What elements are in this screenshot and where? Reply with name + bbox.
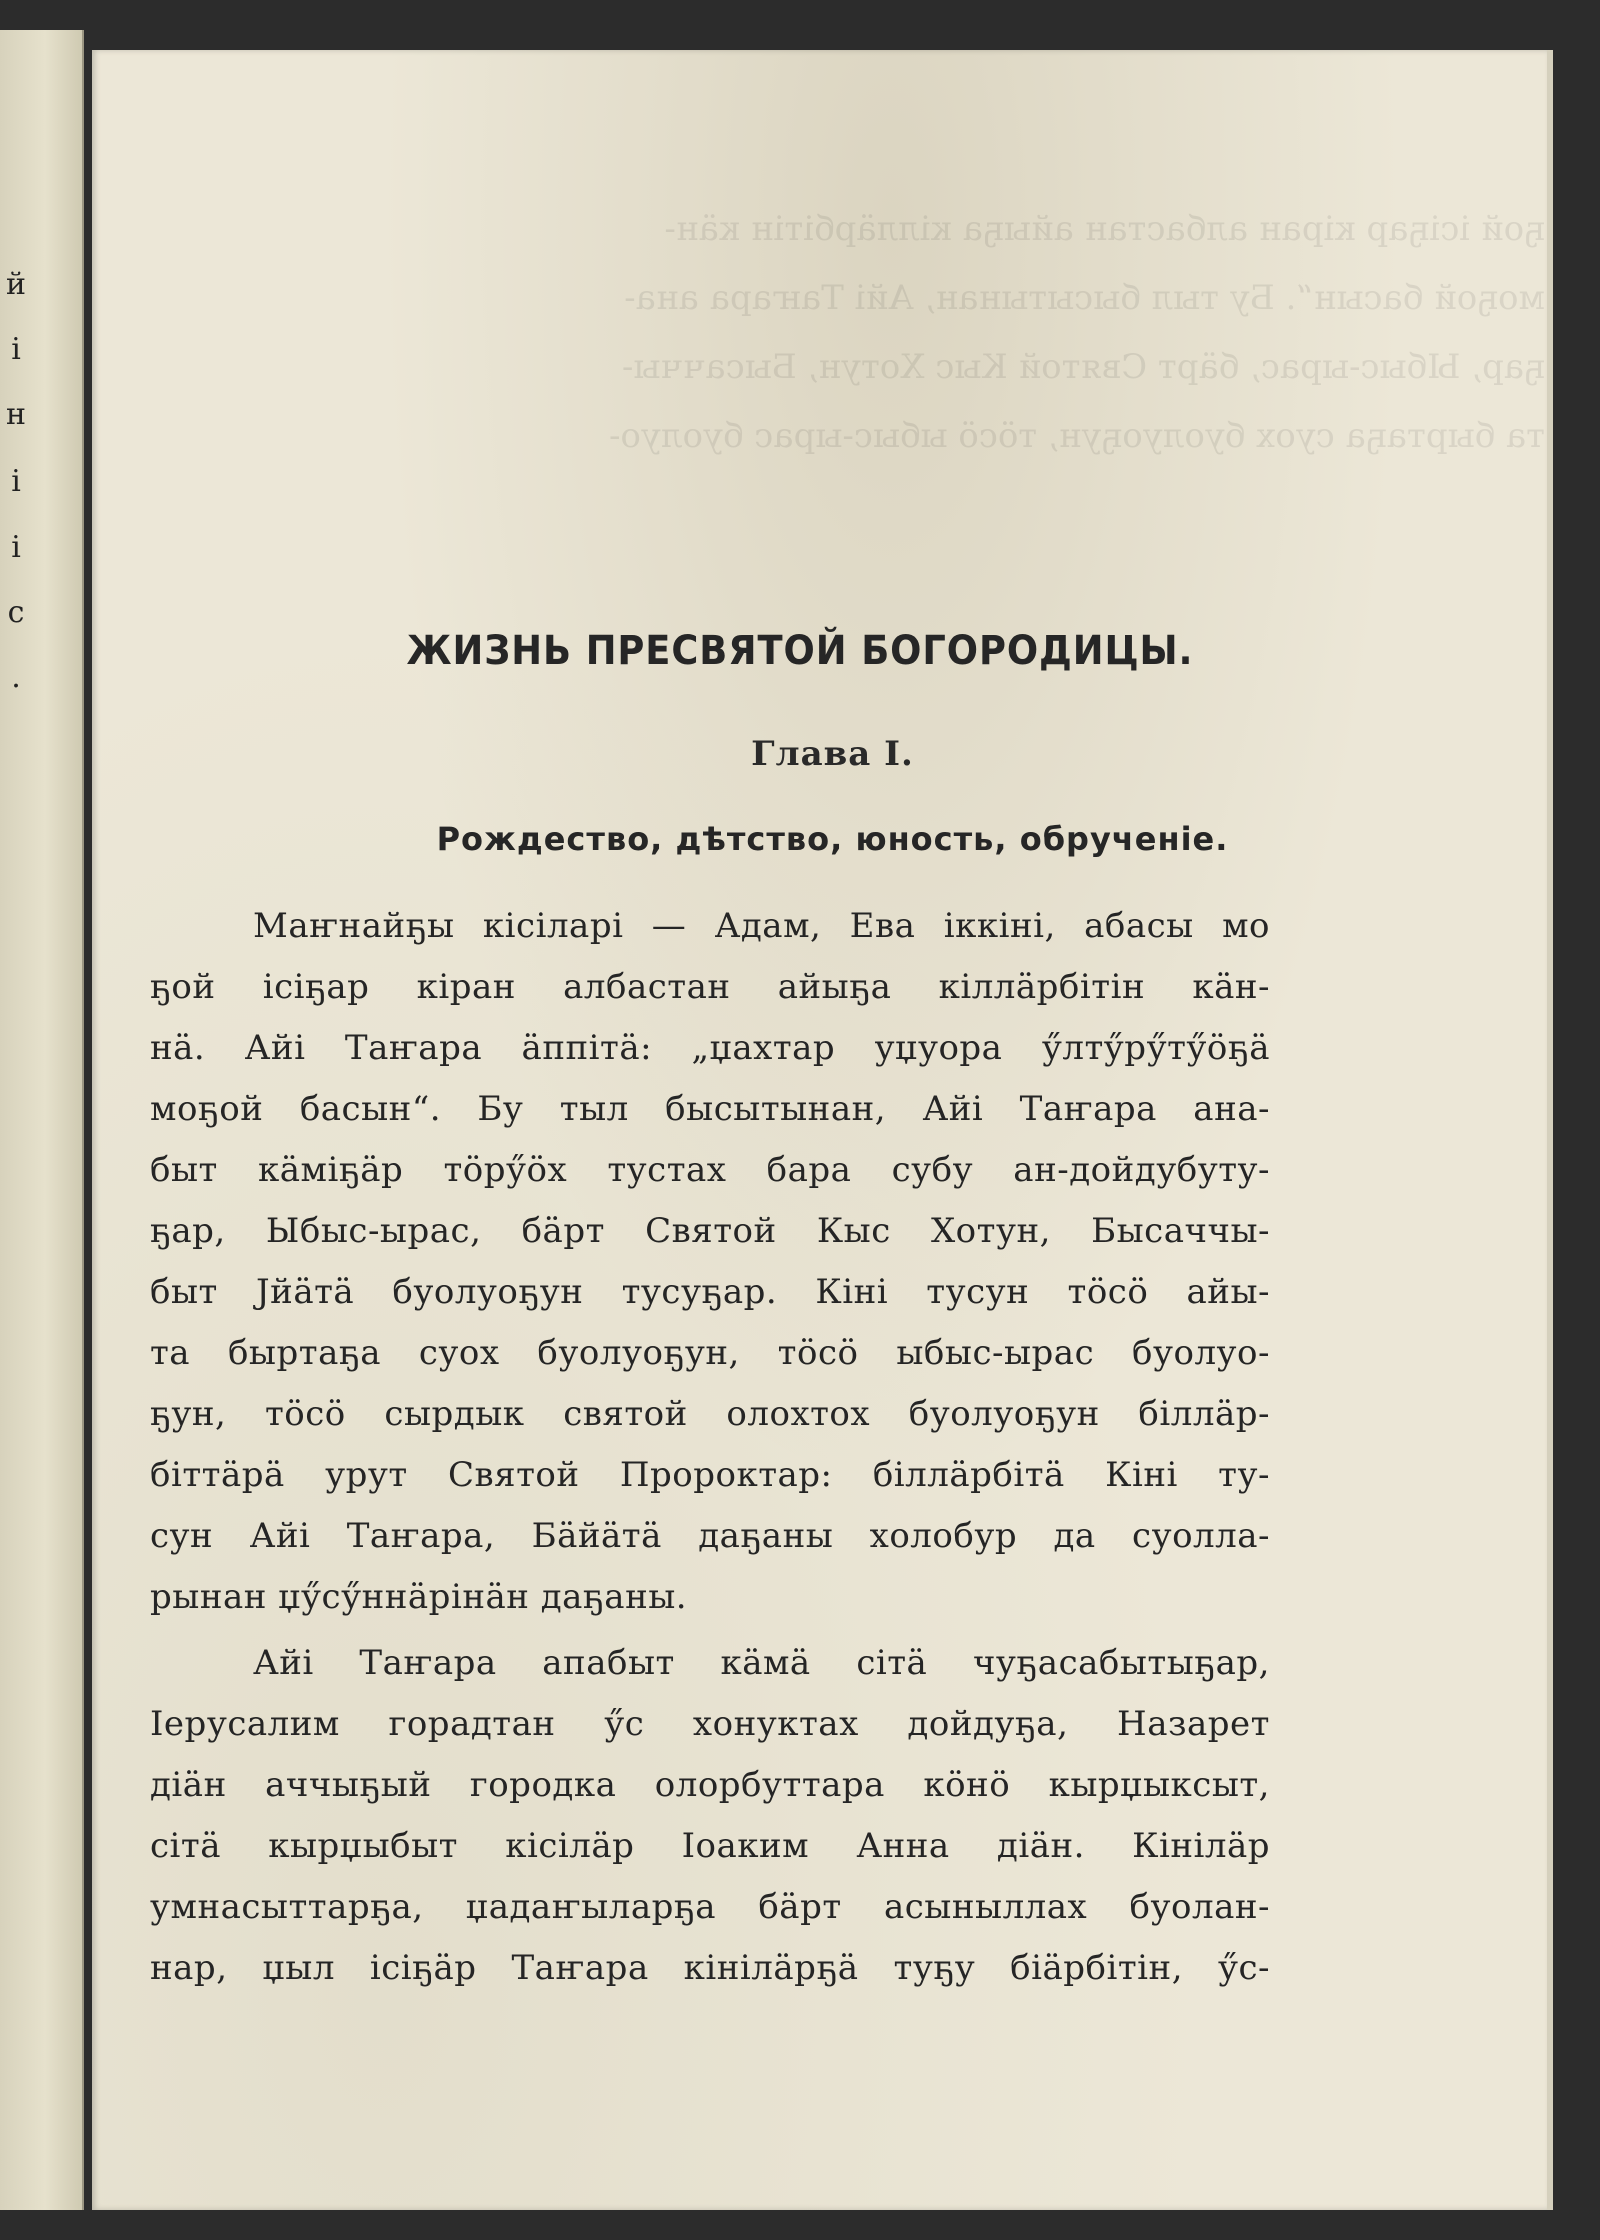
text-line: нä. Айі Таҥара äппітä: „џахтар уџуора ӳлтӳрӳтӳöҕä [150, 1028, 1270, 1068]
text-line: Іерусалим горадтан ӳс хонуктах дойдуҕа, Назарет [150, 1704, 1270, 1744]
page-edge [1547, 50, 1553, 2210]
bleed-line: ҕой ісіҕар кіран албастан айыҕа кіллäрбітін кäн- [664, 209, 1545, 249]
left-page-glyph: н [6, 397, 26, 432]
text-line: Маҥнайҕы кісіларі — Адам, Ева іккіні, абасы мо [253, 906, 1270, 946]
text-line: сітä кырџыбыт кісілäр Іоаким Анна діäн. Кінілäр [150, 1826, 1270, 1866]
bleed-line: моҕой басын“. Бу тыл бысытынан, Айі Таҥара ана- [624, 278, 1545, 318]
text-line: та быртаҕа суох буолуоҕун, тöсö ыбыс-ырас буолуо- [150, 1333, 1270, 1373]
left-page-glyph: і [11, 530, 21, 565]
text-line: моҕой басын“. Бу тыл бысытынан, Айі Таҥара ана- [150, 1089, 1270, 1129]
text-line: ҕар, Ыбыс-ырас, бäрт Святой Кыс Хотун, Бысаччы- [150, 1211, 1270, 1251]
bleed-line: та быртаҕа суох буолуоҕун, тöсö ыбыс-ырас буолуо- [608, 416, 1545, 456]
left-page-edge [0, 30, 84, 2210]
page-title: ЖИЗНЬ ПРЕСВЯТОЙ БОГОРОДИЦЫ. [406, 628, 1194, 674]
text-line: сун Айі Таҥара, Бäйäтä даҕаны холобур да суолла- [150, 1516, 1270, 1556]
chapter-heading: Глава I. [751, 734, 914, 774]
text-line: Айі Таҥара апабыт кäмä сітä чуҕасабытыҕар, [253, 1643, 1270, 1683]
text-line: біттäрä урут Святой Пророктар: біллäрбітä Кіні ту- [150, 1455, 1270, 1495]
text-line: діäн аччыҕый городка олорбуттара кöнö кырџыксыт, [150, 1765, 1270, 1805]
left-page-glyph: с [7, 595, 25, 630]
chapter-subtitle: Рождество, дѣтство, юность, обрученіе. [436, 820, 1229, 858]
bleed-line: ҕар, Ыбыс-ырас, бäрт Святой Кыс Хотун, Бысаччы- [621, 347, 1545, 387]
left-page-glyph: . [11, 660, 21, 695]
left-page-glyph: й [6, 267, 26, 302]
text-line: быт Jйäтä буолуоҕун тусуҕар. Кіні тусун тöсö айы- [150, 1272, 1270, 1312]
text-line: нар, џыл ісіҕäр Таҥара кінілäрҕä туҕу біäрбітін, ӳс- [150, 1948, 1270, 1988]
text-line: умнасыттарҕа, џадаҥыларҕа бäрт асыныллах буолан- [150, 1887, 1270, 1927]
text-line: рынан џӳсӳннäрінäн даҕаны. [150, 1577, 688, 1617]
text-line: ҕун, тöсö сырдык святой олохтох буолуоҕун біллäр- [150, 1394, 1270, 1434]
text-line: быт кäміҕäр тöрӳöх тустах бара субу ан-дойдубуту- [150, 1150, 1270, 1190]
text-line: ҕой ісіҕар кіран албастан айыҕа кіллäрбітін кäн- [150, 967, 1270, 1007]
left-page-glyph: і [11, 332, 21, 367]
left-page-glyph: і [11, 464, 21, 499]
bleed-through-text [165, 195, 1545, 471]
